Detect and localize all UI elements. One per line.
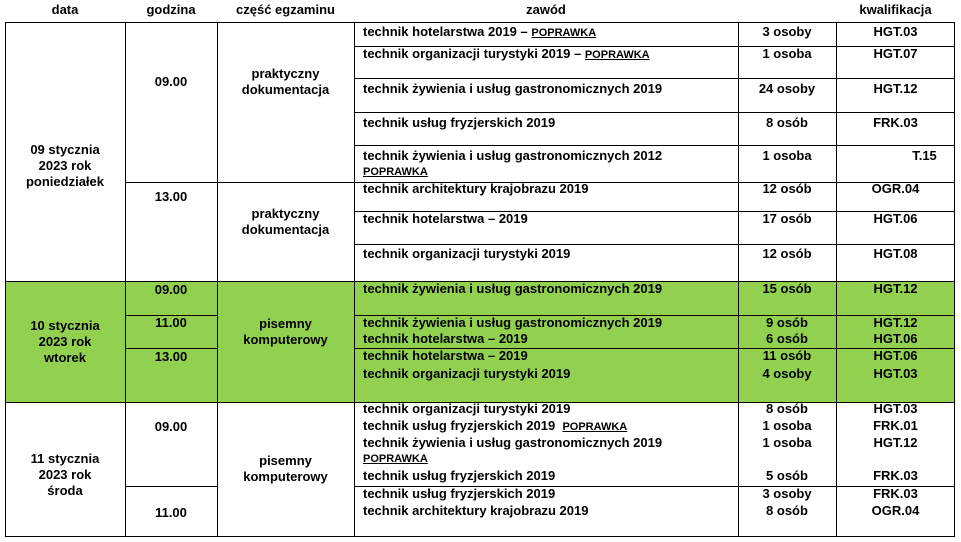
profession-cell: technik żywienia i usług gastronomicznych 2012 POPRAWKA: [363, 148, 743, 180]
count-cell: 15 osób: [762, 281, 812, 296]
profession-cell: technik organizacji turystyki 2019: [363, 401, 571, 416]
profession-cell: technik organizacji turystyki 2019: [363, 366, 571, 381]
count-cell: 24 osoby: [758, 81, 816, 96]
exam-part: praktyczny dokumentacja: [241, 66, 330, 97]
profession-cell: technik architektury krajobrazu 2019: [363, 181, 589, 196]
hour-1100: 11.00: [155, 505, 187, 520]
qualification-cell: HGT.07: [873, 46, 918, 61]
qualification-cell: HGT.03: [873, 366, 918, 381]
hour-1100: 11.00: [155, 315, 187, 330]
date-monday: 09 stycznia 2023 rok poniedziałek: [25, 142, 105, 189]
header-part: część egzaminu: [236, 2, 335, 17]
profession-cell: technik żywienia i usług gastronomicznych 2019: [363, 315, 663, 330]
count-cell: 12 osób: [762, 246, 812, 261]
hour-0900: 09.00: [154, 419, 188, 434]
hour-0900: 09.00: [154, 282, 188, 297]
profession-cell: technik usług fryzjerskich 2019 POPRAWKA: [363, 418, 628, 433]
profession-cell: technik usług fryzjerskich 2019: [363, 115, 556, 130]
retake-label: POPRAWKA: [363, 166, 428, 178]
count-cell: 4 osoby: [762, 366, 812, 381]
count-cell: 11 osób: [762, 348, 812, 363]
qualification-cell: HGT.12: [873, 281, 918, 296]
count-cell: 1 osoba: [762, 435, 812, 450]
count-cell: 5 osób: [766, 468, 808, 483]
exam-schedule-table: [5, 22, 955, 537]
qualification-cell: FRK.03: [873, 468, 918, 483]
count-cell: 9 osób: [766, 315, 808, 330]
qualification-cell: HGT.12: [873, 435, 918, 450]
header-qualification: kwalifikacja: [859, 2, 932, 17]
hour-1300: 13.00: [154, 349, 188, 364]
count-cell: 8 osób: [766, 115, 808, 130]
count-cell: 17 osób: [762, 211, 812, 226]
header-profession: zawód: [526, 2, 566, 17]
profession-cell: technik hotelarstwa – 2019: [363, 211, 528, 226]
qualification-cell: HGT.12: [873, 315, 918, 330]
retake-label: POPRAWKA: [363, 453, 428, 465]
count-cell: 1 osoba: [762, 418, 812, 433]
qualification-cell: FRK.03: [873, 486, 918, 501]
qualification-cell: FRK.03: [873, 115, 918, 130]
profession-cell: technik organizacji turystyki 2019: [363, 246, 571, 261]
count-cell: 1 osoba: [762, 148, 812, 163]
count-cell: 1 osoba: [762, 46, 812, 61]
qualification-cell: OGR.04: [871, 181, 920, 196]
retake-label: POPRAWKA: [562, 421, 628, 433]
date-wednesday: 11 stycznia 2023 rok środa: [30, 451, 100, 498]
hour-1300: 13.00: [154, 189, 188, 204]
qualification-cell: HGT.03: [873, 401, 918, 416]
count-cell: 3 osoby: [762, 486, 812, 501]
qualification-cell: OGR.04: [871, 503, 920, 518]
profession-cell: technik hotelarstwa 2019 – POPRAWKA: [363, 24, 597, 39]
exam-part: praktyczny dokumentacja: [241, 206, 330, 237]
profession-cell: technik organizacji turystyki 2019 – POPRAWKA: [363, 46, 650, 61]
exam-part: pisemny komputerowy: [243, 453, 328, 484]
profession-cell: technik żywienia i usług gastronomicznych 2019: [363, 281, 663, 296]
profession-cell: technik hotelarstwa – 2019: [363, 348, 528, 363]
qualification-cell: HGT.06: [873, 211, 918, 226]
qualification-cell: HGT.08: [873, 246, 918, 261]
qualification-cell: FRK.01: [873, 418, 918, 433]
qualification-cell: T.15: [912, 148, 937, 163]
count-cell: 8 osób: [766, 401, 808, 416]
qualification-cell: HGT.12: [873, 81, 918, 96]
header-hour: godzina: [146, 2, 196, 17]
profession-cell: technik usług fryzjerskich 2019: [363, 486, 556, 501]
count-cell: 6 osób: [766, 331, 808, 346]
qualification-cell: HGT.03: [873, 24, 918, 39]
hour-0900: 09.00: [154, 74, 188, 89]
retake-label: POPRAWKA: [584, 49, 650, 61]
profession-cell: technik żywienia i usług gastronomicznych 2019: [363, 81, 663, 96]
profession-cell: technik architektury krajobrazu 2019: [363, 503, 589, 518]
count-cell: 3 osoby: [762, 24, 812, 39]
qualification-cell: HGT.06: [873, 331, 918, 346]
count-cell: 12 osób: [762, 181, 812, 196]
profession-cell: technik hotelarstwa – 2019: [363, 331, 528, 346]
header-date: data: [51, 2, 79, 17]
qualification-cell: HGT.06: [873, 348, 918, 363]
date-tuesday: 10 stycznia 2023 rok wtorek: [30, 318, 100, 365]
profession-cell: technik żywienia i usług gastronomicznych 2019 POPRAWKA: [363, 435, 743, 467]
retake-label: POPRAWKA: [531, 27, 597, 39]
profession-cell: technik usług fryzjerskich 2019: [363, 468, 556, 483]
exam-part: pisemny komputerowy: [243, 316, 328, 347]
count-cell: 8 osób: [766, 503, 808, 518]
